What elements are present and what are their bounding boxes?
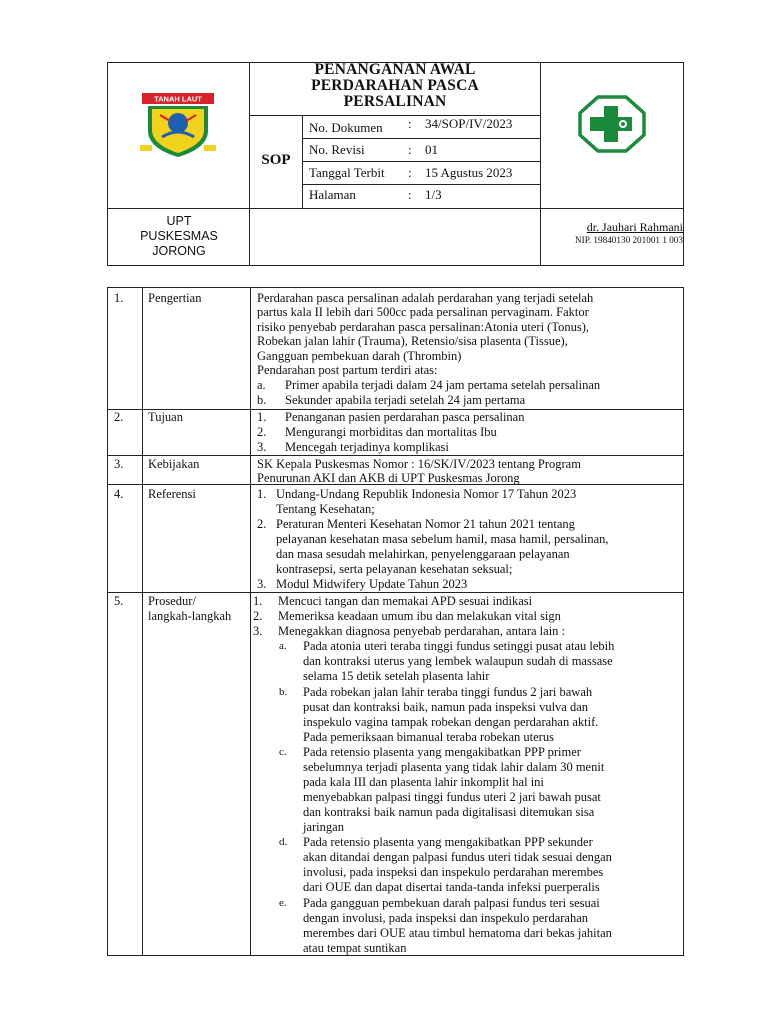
section-number: 2. (114, 410, 124, 424)
subitem-c-line-1: Pada retensio plasenta yang mengakibatkan PPP primer (303, 745, 581, 759)
organization-name (108, 214, 250, 259)
section-label-kebijakan: Kebijakan (148, 457, 200, 471)
section-label-referensi: Referensi (148, 487, 196, 501)
signatory-name: dr. Jauhari Rahmani (586, 220, 683, 234)
meta-sep: : (408, 165, 412, 180)
subitem-c-line-5: dan kontraksi baik namun pada digitalisasi ditemukan sisa (303, 805, 595, 819)
section-label-prosedur-line-1: Prosedur/ (148, 594, 196, 608)
subitem-b-line-3: inspekulo vagina tampak robekan dengan perdarahan aktif. (303, 715, 599, 729)
org-line-3: JORONG (152, 244, 206, 258)
list-marker: 1. (257, 487, 267, 501)
subitem-b-line-1: Pada robekan jalan lahir teraba tinggi fundus 2 jari bawah (303, 685, 593, 699)
prosedur-item-3: Menegakkan diagnosa penyebab perdarahan, antara lain : (278, 624, 566, 638)
meta-label-tanggal-terbit: Tanggal Terbit (309, 165, 385, 180)
prosedur-item-1: Mencuci tangan dan memakai APD sesuai indikasi (278, 594, 533, 608)
subitem-e-line-4: atau tempat suntikan (303, 941, 407, 955)
puskesmas-logo-icon (578, 95, 646, 153)
meta-sep: : (408, 187, 412, 202)
list-marker: 1. (253, 594, 263, 608)
subitem-d-line-4: dari OUE dan dapat disertai tanda-tanda infeksi puerperalis (303, 880, 600, 894)
pengertian-item-b: Sekunder apabila terjadi setelah 24 jam pertama (285, 393, 526, 407)
meta-label-no-revisi: No. Revisi (309, 142, 365, 157)
subitem-d-line-2: akan ditandai dengan palpasi fundus uteri tidak sesuai dengan (303, 850, 612, 864)
list-marker: b. (257, 393, 267, 407)
referensi-1-line-1: Undang-Undang Republik Indonesia Nomor 17 Tahun 2023 (276, 487, 577, 501)
subitem-b-line-4: Pada pemeriksaan bimanual teraba robekan uterus (303, 730, 554, 744)
title-line-1: PENANGANAN AWAL (314, 61, 476, 78)
meta-value-tanggal-terbit: 15 Agustus 2023 (425, 165, 513, 180)
prosedur-item-2: Memeriksa keadaan umum ibu dan melakukan vital sign (278, 609, 561, 623)
meta-sep: : (408, 142, 412, 157)
meta-sep: : (408, 116, 412, 131)
subitem-d-line-3: involusi, pada inspeksi dan inspekulo perdarahan merembes (303, 865, 604, 879)
title-line-2: PERDARAHAN PASCA (311, 77, 479, 94)
pengertian-intro: Pendarahan post partum terdiri atas: (257, 363, 438, 377)
section-label-prosedur-line-2: langkah-langkah (148, 609, 232, 623)
list-marker: 3. (257, 577, 267, 591)
meta-label-halaman: Halaman (309, 187, 356, 202)
subitem-c-line-3: pada kala III dan plasenta lahir inkomplit hal ini (303, 775, 544, 789)
section-number: 4. (114, 487, 124, 501)
list-marker: 3. (253, 624, 263, 638)
subitem-e-line-1: Pada gangguan pembekuan darah palpasi fundus teri sesuai (303, 896, 600, 910)
meta-label-no-dokumen: No. Dokumen (309, 120, 383, 135)
subitem-a-line-1: Pada atonia uteri teraba tinggi fundus setinggi pusat atau lebih (303, 639, 615, 653)
referensi-2-line-4: kontrasepsi, serta pelayanan kesehatan seksual; (276, 562, 513, 576)
title-line-3: PERSALINAN (343, 93, 447, 110)
subitem-e-line-2: dengan involusi, pada inspeksi dan inspekulo perdarahan (303, 911, 588, 925)
tanah-laut-emblem-icon (140, 93, 216, 159)
referensi-2-line-2: pelayanan kesehatan masa sebelum hamil, masa hamil, persalinan, (276, 532, 609, 546)
subitem-c-line-6: jaringan (303, 820, 344, 834)
section-number: 5. (114, 594, 124, 608)
document-title (250, 62, 540, 110)
pengertian-line-1: Perdarahan pasca persalinan adalah perdarahan yang terjadi setelah (257, 291, 594, 305)
list-marker: 3. (257, 440, 267, 454)
list-marker: c. (279, 746, 287, 758)
referensi-3-line-1: Modul Midwifery Update Tahun 2023 (276, 577, 468, 591)
org-line-1: UPT (166, 214, 192, 228)
pengertian-line-3: risiko penyebab perdarahan pasca persalinan:Atonia uteri (Tonus), (257, 320, 589, 334)
kebijakan-line-2: Penurunan AKI dan AKB di UPT Puskesmas Jorong (257, 471, 520, 485)
meta-value-no-revisi: 01 (425, 142, 438, 157)
pengertian-line-2: partus kala II lebih dari 500cc pada persalinan pervaginam. Faktor (257, 305, 589, 319)
sop-label: SOP (261, 152, 291, 168)
list-marker: d. (279, 836, 288, 848)
kebijakan-line-1: SK Kepala Puskesmas Nomor : 16/SK/IV/2023 tentang Program (257, 457, 581, 471)
subitem-d-line-1: Pada retensio plasenta yang mengakibatkan PPP sekunder (303, 835, 593, 849)
subitem-a-line-2: dan kontraksi uterus yang lembek walaupun sudah di massase (303, 654, 613, 668)
tujuan-item-1: Penanganan pasien perdarahan pasca persalinan (285, 410, 525, 424)
meta-value-no-dokumen: 34/SOP/IV/2023 (425, 116, 513, 131)
list-marker: b. (279, 686, 288, 698)
pengertian-line-5: Gangguan pembekuan darah (Thrombin) (257, 349, 462, 363)
list-marker: 2. (253, 609, 263, 623)
list-marker: 1. (257, 410, 267, 424)
emblem-banner-text: TANAH LAUT (154, 94, 202, 104)
pengertian-item-a: Primer apabila terjadi dalam 24 jam pertama setelah persalinan (285, 378, 601, 392)
section-number: 3. (114, 457, 124, 471)
signatory-nip: NIP. 19840130 201001 1 003 (575, 235, 683, 245)
list-marker: e. (279, 897, 287, 909)
list-marker: 2. (257, 517, 267, 531)
list-marker: a. (279, 640, 287, 652)
list-marker: 2. (257, 425, 267, 439)
referensi-2-line-1: Peraturan Menteri Kesehatan Nomor 21 tahun 2021 tentang (276, 517, 575, 531)
list-marker: a. (257, 378, 266, 392)
tujuan-item-3: Mencegah terjadinya komplikasi (285, 440, 449, 454)
subitem-c-line-4: menyebabkan palpasi tinggi fundus uteri 2 jari bawah pusat (303, 790, 601, 804)
subitem-a-line-3: selama 15 detik setelah plasenta lahir (303, 669, 490, 683)
section-label-pengertian: Pengertian (148, 291, 202, 305)
section-label-tujuan: Tujuan (148, 410, 183, 424)
subitem-e-line-3: merembes dari OUE atau timbul hematoma dari bekas jahitan (303, 926, 612, 940)
meta-value-halaman: 1/3 (425, 187, 442, 202)
section-number: 1. (114, 291, 124, 305)
referensi-1-line-2: Tentang Kesehatan; (276, 502, 375, 516)
subitem-c-line-2: sebelumnya terjadi plasenta yang tidak lahir dalam 30 menit (303, 760, 605, 774)
org-line-2: PUSKESMAS (140, 229, 218, 243)
subitem-b-line-2: pusat dan kontraksi baik, namun pada inspeksi vulva dan (303, 700, 589, 714)
referensi-2-line-3: dan masa sesudah melahirkan, penyelenggaraan pelayanan (276, 547, 570, 561)
tujuan-item-2: Mengurangi morbiditas dan mortalitas Ibu (285, 425, 497, 439)
pengertian-line-4: Robekan jalan lahir (Trauma), Retensio/sisa plasenta (Tissue), (257, 334, 568, 348)
